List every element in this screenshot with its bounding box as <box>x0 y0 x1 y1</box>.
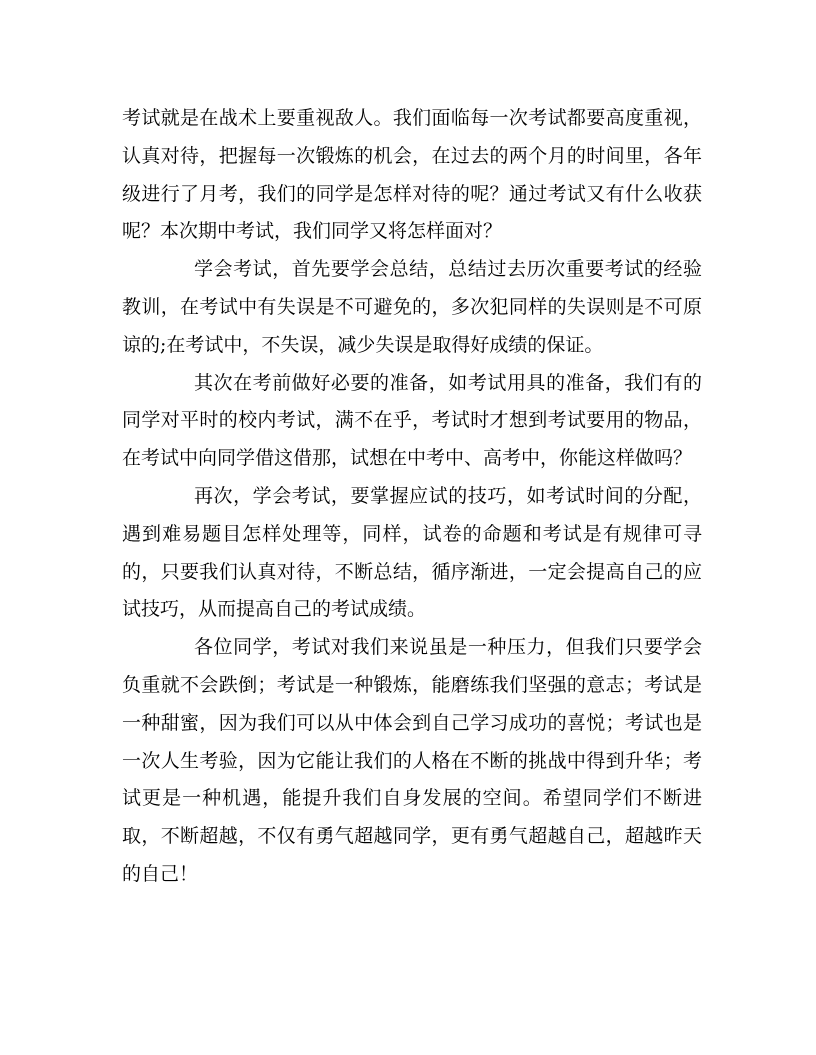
paragraph-3: 其次在考前做好必要的准备，如考试用具的准备，我们有的同学对平时的校内考试，满不在乎，考试时才想到考试要用的物品，在考试中向同学借这借那，试想在中考中、高考中，你能这样做吗？ <box>122 371 702 470</box>
paragraph-4: 再次，学会考试，要掌握应试的技巧，如考试时间的分配，遇到难易题目怎样处理等，同样，试卷的命题和考试是有规律可寻的，只要我们认真对待，不断总结，循序渐进，一定会提高自己的应试技巧，从而提高自己的考试成绩。 <box>122 484 702 621</box>
paragraph-1: 考试就是在战术上要重视敌人。我们面临每一次考试都要高度重视，认真对待，把握每一次锻炼的机会，在过去的两个月的时间里，各年级进行了月考，我们的同学是怎样对待的呢？通过考试又有什么收获呢？本次期中考试，我们同学又将怎样面对？ <box>122 107 702 243</box>
document-body <box>122 100 702 894</box>
paragraph-5: 各位同学，考试对我们来说虽是一种压力，但我们只要学会负重就不会跌倒；考试是一种锻炼，能磨练我们坚强的意志；考试是一种甜蜜，因为我们可以从中体会到自己学习成功的喜悦；考试也是一次人生考验，因为它能让我们的人格在不断的挑战中得到升华；考试更是一种机遇，能提升我们自身发展的空间。希望同学们不断进取，不断超越，不仅有勇气超越同学，更有勇气超越自己，超越昨天的自己！ <box>122 636 702 885</box>
paragraph-2: 学会考试，首先要学会总结，总结过去历次重要考试的经验教训，在考试中有失误是不可避免的，多次犯同样的失误则是不可原谅的;在考试中，不失误，减少失误是取得好成绩的保证。 <box>122 258 702 356</box>
